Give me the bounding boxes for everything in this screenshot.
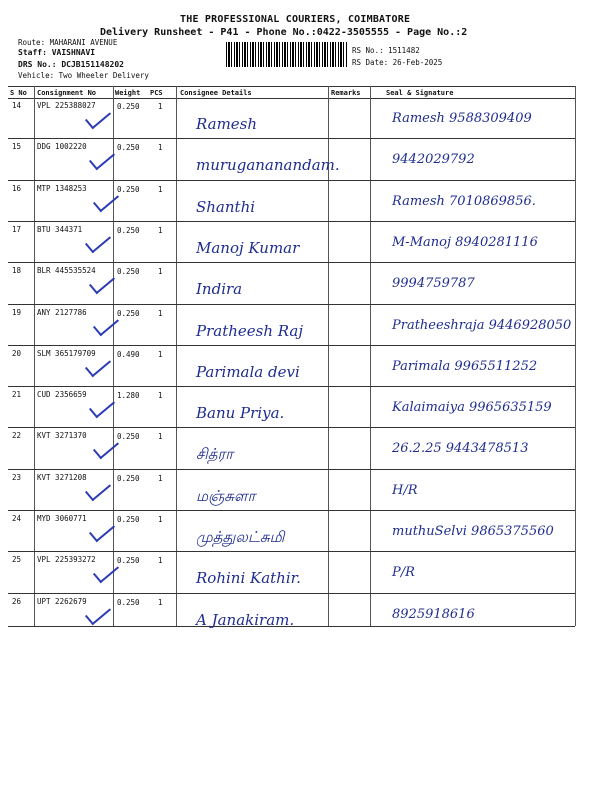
row-consignee-handwritten: A Janakiram. bbox=[196, 611, 295, 629]
row-divider bbox=[8, 469, 575, 470]
row-seal-signature: 8925918616 bbox=[392, 607, 475, 622]
col-sno: S No bbox=[10, 89, 27, 97]
row-seal-signature: M-Manoj 8940281116 bbox=[392, 235, 538, 250]
row-consignment-no: UPT 2262679 bbox=[37, 597, 87, 606]
row-consignment-no: CUD 2356659 bbox=[37, 390, 87, 399]
row-divider bbox=[8, 593, 575, 594]
row-pcs: 1 bbox=[158, 267, 163, 276]
row-divider bbox=[8, 510, 575, 511]
row-weight: 0.250 bbox=[117, 598, 140, 607]
row-weight: 0.490 bbox=[117, 350, 140, 359]
row-consignment-no: KVT 3271370 bbox=[37, 431, 87, 440]
row-seal-signature: Ramesh 9588309409 bbox=[392, 111, 532, 126]
row-seal-signature: P/R bbox=[392, 565, 415, 580]
row-pcs: 1 bbox=[158, 391, 163, 400]
row-weight: 0.250 bbox=[117, 185, 140, 194]
row-sno: 20 bbox=[12, 349, 22, 358]
row-pcs: 1 bbox=[158, 309, 163, 318]
col-consignment: Consignment No bbox=[37, 89, 97, 97]
row-seal-signature: Ramesh 7010869856. bbox=[392, 194, 536, 209]
row-seal-signature: muthuSelvi 9865375560 bbox=[392, 524, 554, 539]
checkmark-icon bbox=[89, 146, 115, 171]
row-consignee-handwritten: Ramesh bbox=[196, 115, 258, 133]
row-pcs: 1 bbox=[158, 350, 163, 359]
row-sno: 18 bbox=[12, 266, 22, 275]
row-pcs: 1 bbox=[158, 432, 163, 441]
row-weight: 0.250 bbox=[117, 474, 140, 483]
page-title: THE PROFESSIONAL COURIERS, COIMBATORE bbox=[180, 14, 411, 25]
row-divider bbox=[8, 180, 575, 181]
row-pcs: 1 bbox=[158, 102, 163, 111]
row-divider bbox=[8, 427, 575, 428]
rs-number: RS No.: 1511482 bbox=[352, 46, 420, 55]
row-consignee-handwritten: Parimala devi bbox=[196, 363, 300, 381]
row-seal-signature: 26.2.25 9443478513 bbox=[392, 441, 529, 456]
row-consignment-no: BLR 445535524 bbox=[37, 266, 96, 275]
checkmark-icon bbox=[85, 477, 111, 502]
row-weight: 0.250 bbox=[117, 226, 140, 235]
col-seal: Seal & Signature bbox=[386, 89, 454, 97]
row-sno: 25 bbox=[12, 555, 22, 564]
row-consignee-handwritten: சித்ரா bbox=[196, 445, 234, 463]
row-weight: 0.250 bbox=[117, 102, 140, 111]
row-weight: 1.280 bbox=[117, 391, 140, 400]
row-weight: 0.250 bbox=[117, 432, 140, 441]
checkmark-icon bbox=[89, 518, 115, 543]
row-divider bbox=[8, 386, 575, 387]
row-pcs: 1 bbox=[158, 474, 163, 483]
row-weight: 0.250 bbox=[117, 515, 140, 524]
row-consignee-handwritten: Pratheesh Raj bbox=[196, 322, 304, 340]
row-consignee-handwritten: Indira bbox=[196, 280, 243, 298]
row-sno: 16 bbox=[12, 184, 22, 193]
checkmark-icon bbox=[93, 435, 119, 460]
row-consignee-handwritten: murugananandam. bbox=[196, 156, 340, 174]
row-sno: 14 bbox=[12, 101, 22, 110]
row-sno: 15 bbox=[12, 142, 22, 151]
row-consignee-handwritten: Rohini Kathir. bbox=[196, 569, 301, 587]
row-weight: 0.250 bbox=[117, 309, 140, 318]
row-pcs: 1 bbox=[158, 185, 163, 194]
row-sno: 23 bbox=[12, 473, 22, 482]
row-sno: 24 bbox=[12, 514, 22, 523]
col-consignee: Consignee Details bbox=[180, 89, 252, 97]
row-pcs: 1 bbox=[158, 556, 163, 565]
checkmark-icon bbox=[93, 312, 119, 337]
row-divider bbox=[8, 262, 575, 263]
row-seal-signature: 9442029792 bbox=[392, 152, 475, 167]
row-weight: 0.250 bbox=[117, 267, 140, 276]
page-subtitle: Delivery Runsheet - P41 - Phone No.:0422-3505555 - Page No.:2 bbox=[100, 27, 468, 38]
checkmark-icon bbox=[93, 559, 119, 584]
row-sno: 19 bbox=[12, 308, 22, 317]
checkmark-icon bbox=[85, 601, 111, 626]
staff-label: Staff: VAISHNAVI bbox=[18, 48, 96, 57]
row-consignee-handwritten: முத்துலட்சுமி bbox=[196, 528, 285, 546]
checkmark-icon bbox=[93, 188, 119, 213]
drs-value: DCJB151148202 bbox=[61, 60, 124, 69]
staff-value: VAISHNAVI bbox=[51, 48, 96, 57]
barcode bbox=[226, 42, 348, 67]
vehicle-label: Vehicle: Two Wheeler Delivery bbox=[18, 71, 149, 80]
route-value: MAHARANI AVENUE bbox=[49, 38, 118, 47]
row-divider bbox=[8, 304, 575, 305]
row-sno: 26 bbox=[12, 597, 22, 606]
row-consignee-handwritten: மஞ்சுளா bbox=[196, 487, 256, 505]
row-weight: 0.250 bbox=[117, 556, 140, 565]
row-pcs: 1 bbox=[158, 226, 163, 235]
row-sno: 21 bbox=[12, 390, 22, 399]
row-divider bbox=[8, 138, 575, 139]
row-consignment-no: ANY 2127786 bbox=[37, 308, 87, 317]
row-divider bbox=[8, 221, 575, 222]
row-consignment-no: MTP 1348253 bbox=[37, 184, 87, 193]
row-pcs: 1 bbox=[158, 598, 163, 607]
row-consignment-no: DDG 1002220 bbox=[37, 142, 87, 151]
row-seal-signature: Parimala 9965511252 bbox=[392, 359, 538, 374]
row-consignment-no: KVT 3271208 bbox=[37, 473, 87, 482]
row-sno: 22 bbox=[12, 431, 22, 440]
row-consignment-no: SLM 365179709 bbox=[37, 349, 96, 358]
row-divider bbox=[8, 345, 575, 346]
col-remarks: Remarks bbox=[331, 89, 361, 97]
row-pcs: 1 bbox=[158, 143, 163, 152]
col-weight: Weight bbox=[115, 89, 141, 97]
route-label: Route: MAHARANI AVENUE bbox=[18, 38, 118, 47]
row-consignment-no: VPL 225393272 bbox=[37, 555, 96, 564]
row-seal-signature: Kalaimaiya 9965635159 bbox=[392, 400, 552, 415]
row-pcs: 1 bbox=[158, 515, 163, 524]
row-weight: 0.250 bbox=[117, 143, 140, 152]
row-divider bbox=[8, 551, 575, 552]
row-sno: 17 bbox=[12, 225, 22, 234]
row-consignee-handwritten: Shanthi bbox=[196, 198, 256, 216]
row-seal-signature: 9994759787 bbox=[392, 276, 475, 291]
checkmark-icon bbox=[89, 394, 115, 419]
row-consignee-handwritten: Banu Priya. bbox=[196, 404, 285, 422]
rs-date: RS Date: 26-Feb-2025 bbox=[352, 58, 443, 67]
drs-label: DRS No.: DCJB151148202 bbox=[18, 60, 124, 69]
row-consignment-no: VPL 225388027 bbox=[37, 101, 96, 110]
row-seal-signature: Pratheeshraja 9446928050 bbox=[392, 318, 572, 333]
checkmark-icon bbox=[85, 229, 111, 254]
col-pcs: PCS bbox=[150, 89, 163, 97]
vehicle-value: Two Wheeler Delivery bbox=[58, 71, 149, 80]
row-consignment-no: BTU 344371 bbox=[37, 225, 83, 234]
row-consignment-no: MYD 3060771 bbox=[37, 514, 87, 523]
row-consignee-handwritten: Manoj Kumar bbox=[196, 239, 300, 257]
row-seal-signature: H/R bbox=[392, 483, 418, 498]
